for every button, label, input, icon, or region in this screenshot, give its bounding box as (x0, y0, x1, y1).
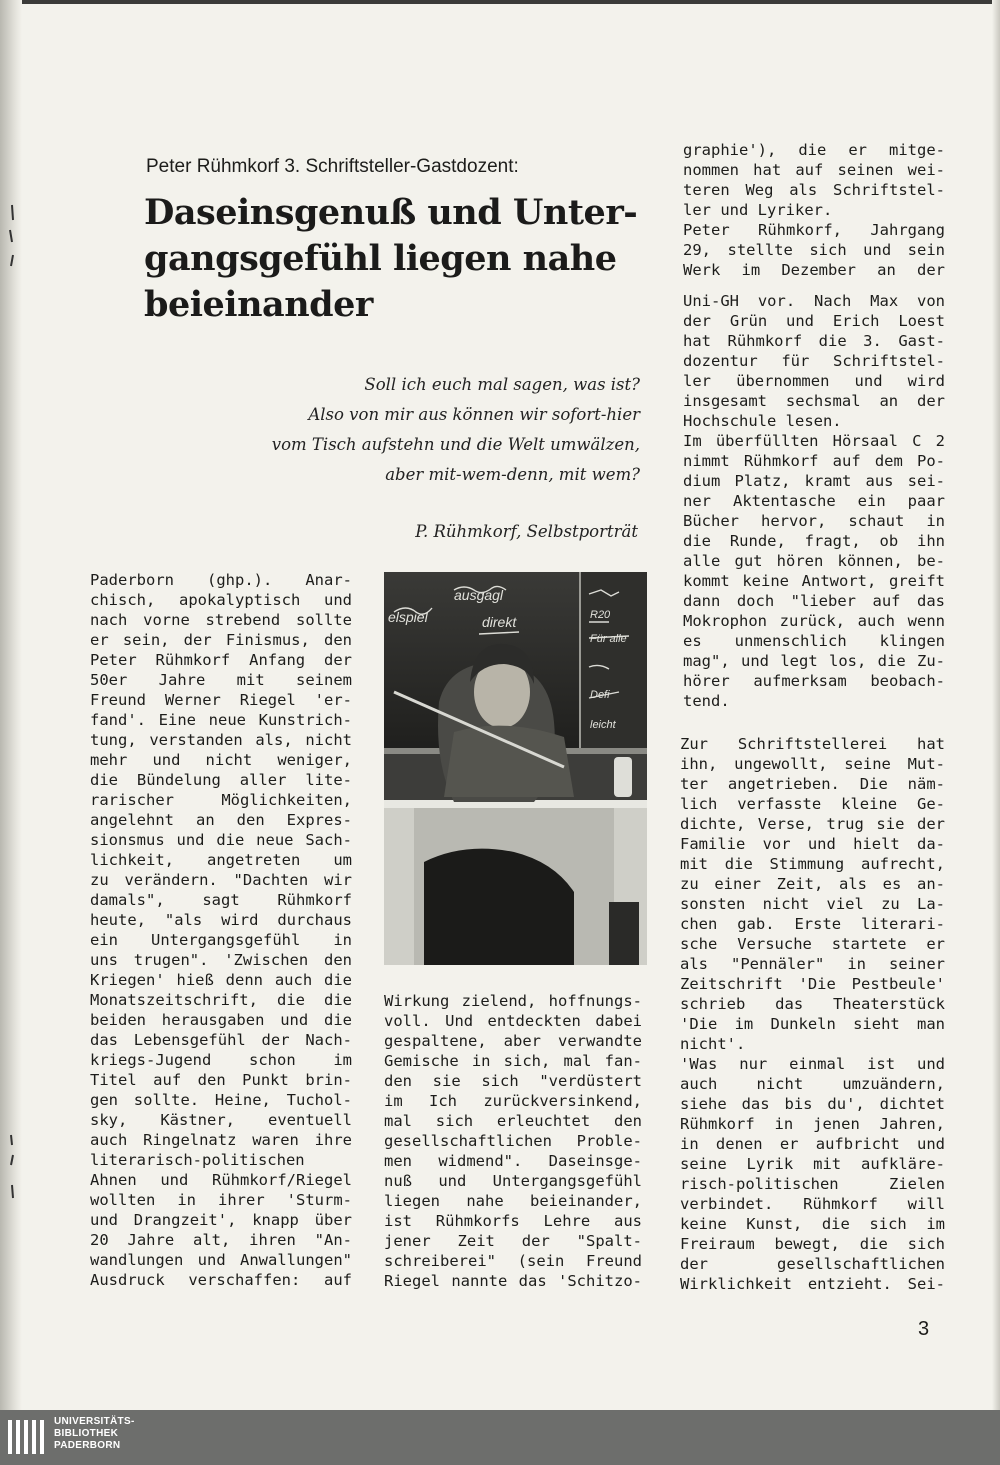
text-line: kriegs-Jugend schon im (90, 1051, 352, 1069)
text-line: gesellschaftlichen Proble- (384, 1132, 642, 1150)
text-line: Werk im Dezember an der (683, 261, 945, 279)
text-line: mag", und legt los, die Zu- (683, 652, 945, 670)
text-line: die Runde, fragt, ob ihn (683, 532, 945, 550)
text-line: mehr und nicht weniger, (90, 751, 352, 769)
text-line: beiden herausgaben und die (90, 1011, 352, 1029)
text-line: 50er Jahre mit seinem (90, 671, 352, 689)
text-line: nicht'. (680, 1035, 746, 1053)
text-line: nach vorne strebend sollte (90, 611, 352, 629)
text-line: nimmt Rühmkorf auf dem Po- (683, 452, 945, 470)
text-line: Zeitschrift 'Die Pestbeule' (680, 975, 945, 993)
headline-line: beieinander (144, 284, 373, 325)
text-line: Mokrophon zurück, auch wenn (683, 612, 945, 630)
text-line: voll. Und entdeckten dabei (384, 1012, 642, 1030)
library-name-line: PADERBORN (54, 1440, 121, 1451)
text-column-right-bottom (680, 734, 945, 1294)
text-line: dozentur für Schriftstel- (683, 352, 945, 370)
library-name-line: UNIVERSITÄTS- (54, 1416, 135, 1427)
text-line: die Bündelung aller lite- (90, 771, 352, 789)
blackboard-word: elspiel (388, 609, 428, 625)
text-line: gen sollte. Heine, Tuchol- (90, 1091, 352, 1109)
text-line: uns trugen". 'Zwischen den (90, 951, 352, 969)
library-footer (0, 1410, 1000, 1465)
text-line: schrieb das Theaterstück (680, 995, 945, 1013)
text-line: als "Pennäler" in seiner (680, 955, 945, 973)
text-line: 'Was nur einmal ist und (680, 1055, 945, 1073)
epigraph-poem (180, 370, 640, 490)
photo-illustration (384, 572, 647, 965)
text-line: rarischer Möglichkeiten, (90, 791, 352, 809)
library-name (54, 1416, 135, 1452)
text-line: Rühmkorf in jenen Jahren, (680, 1115, 945, 1133)
text-column-middle (384, 991, 642, 1291)
text-line: dichte, Verse, trug sie der (680, 815, 945, 833)
text-line: tend. (683, 692, 730, 710)
text-column-right-top (683, 140, 945, 280)
article-headline (144, 190, 644, 328)
poem-line: Soll ich euch mal sagen, was ist? (364, 375, 640, 394)
text-line: sche Versuche startete er (680, 935, 945, 953)
text-line: es unmenschlich klingen (683, 632, 945, 650)
text-line: keine Kunst, die sich im (680, 1215, 945, 1233)
text-line: ist Rühmkorfs Lehre aus (384, 1212, 642, 1230)
blackboard-word: Defi (590, 689, 610, 701)
text-line: dann doch "lieber auf das (683, 592, 945, 610)
text-line: der gesellschaftlichen (680, 1255, 945, 1273)
text-line: Ausdruck verschaffen: auf (90, 1271, 352, 1289)
text-line: 29, stellte sich und sein (683, 241, 945, 259)
text-line: hörer aufmerksam beobach- (683, 672, 945, 690)
text-line: verbindet. Rühmkorf will (680, 1195, 945, 1213)
library-name-line: BIBLIOTHEK (54, 1428, 119, 1439)
blackboard-word: leicht (590, 719, 616, 731)
text-line: Monatszeitschrift, die die (90, 991, 352, 1009)
text-line: Freiraum bewegt, die sich (680, 1235, 945, 1253)
lecture-photo (384, 572, 647, 965)
text-line: tung, verstanden als, nicht (90, 731, 352, 749)
text-line: hat Rühmkorf die 3. Gast- (683, 332, 945, 350)
text-line: Peter Rühmkorf Anfang der (90, 651, 352, 669)
text-line: insgesamt sechsmal an der (683, 392, 945, 410)
text-line: Paderborn (ghp.). Anar- (90, 571, 352, 589)
text-line: im Ich zurückversinkend, (384, 1092, 642, 1110)
text-line: sky, Kästner, eventuell (90, 1111, 352, 1129)
article-kicker: Peter Rühmkorf 3. Schriftsteller-Gastdozent: (146, 156, 519, 177)
text-line: Peter Rühmkorf, Jahrgang (683, 221, 945, 239)
text-line: Hochschule lesen. (683, 412, 842, 430)
text-line: 'Die im Dunkeln sieht man (680, 1015, 945, 1033)
text-line: ler übernommen und wird (683, 372, 945, 390)
text-line: liegen nahe beieinander, (384, 1192, 642, 1210)
poem-credit: P. Rühmkorf, Selbstporträt (415, 522, 638, 541)
text-line: Familie vor und hielt da- (680, 835, 945, 853)
page-number: 3 (918, 1318, 930, 1340)
text-line: kommt keine Antwort, greift (683, 572, 945, 590)
text-line: das Lebensgefühl der Nach- (90, 1031, 352, 1049)
headline-line: gangsgefühl liegen nahe (144, 238, 617, 279)
text-line: fand'. Eine neue Kunstrich- (90, 711, 352, 729)
text-line: Zur Schriftstellerei hat (680, 735, 945, 753)
text-line: heute, "als wird durchaus (90, 911, 352, 929)
text-line: auch nicht umzuändern, (680, 1075, 945, 1093)
library-logo-icon (8, 1418, 50, 1456)
text-column-left (90, 570, 352, 1290)
text-line: lich verfasste kleine Ge- (680, 795, 945, 813)
text-line: Im überfüllten Hörsaal C 2 (683, 432, 945, 450)
text-line: dium Platz, kramt aus sei- (683, 472, 945, 490)
text-line: ihn, ungewollt, seine Mut- (680, 755, 945, 773)
text-line: angelehnt an den Expres- (90, 811, 352, 829)
text-line: und Drangzeit', knapp über (90, 1211, 352, 1229)
text-line: chisch, apokalyptisch und (90, 591, 352, 609)
text-line: ler und Lyriker. (683, 201, 833, 219)
text-line: den sie sich "verdüstert (384, 1072, 642, 1090)
text-column-right-middle (683, 291, 945, 711)
text-line: lichkeit, angetreten um (90, 851, 352, 869)
text-line: Gemische in sich, mal fan- (384, 1052, 642, 1070)
text-line: damals", sagt Rühmkorf (90, 891, 352, 909)
text-line: Riegel nannte das 'Schitzo- (384, 1272, 642, 1290)
text-line: chen gab. Erste literari- (680, 915, 945, 933)
text-line: nuß und Untergangsgefühl (384, 1172, 642, 1190)
text-line: wollten in ihrer 'Sturm- (90, 1191, 352, 1209)
blackboard-word: R20 (590, 609, 611, 621)
poem-line: vom Tisch aufstehn und die Welt umwälzen, (271, 435, 640, 454)
text-line: Wirklichkeit entzieht. Sei- (680, 1275, 945, 1293)
text-line: Wirkung zielend, hoffnungs- (384, 992, 642, 1010)
text-line: Bücher hervor, schaut in (683, 512, 945, 530)
scan-artifact-marks (3, 200, 21, 1200)
text-line: risch-politischen Zielen (680, 1175, 945, 1193)
text-line: in denen er aufbricht und (680, 1135, 945, 1153)
right-edge-shadow (992, 0, 1000, 1410)
text-line: Freund Werner Riegel 'er- (90, 691, 352, 709)
text-line: seine Lyrik mit aufkläre- (680, 1155, 945, 1173)
text-line: schreiberei" (sein Freund (384, 1252, 642, 1270)
top-edge-rule (0, 0, 1000, 4)
text-line: Titel auf den Punkt brin- (90, 1071, 352, 1089)
blackboard-word: Für alle (590, 633, 627, 645)
text-line: literarisch-politischen (90, 1151, 305, 1169)
text-line: mit die Stimmung aufrecht, (680, 855, 945, 873)
blackboard-word: direkt (482, 614, 517, 630)
text-line: zu verändern. "Dachten wir (90, 871, 352, 889)
poem-line: Also von mir aus können wir sofort-hier (308, 405, 640, 424)
text-line: sonsten nicht viel zu La- (680, 895, 945, 913)
text-line: mal sich erleuchtet den (384, 1112, 642, 1130)
text-line: der Grün und Erich Loest (683, 312, 945, 330)
text-line: Kriegen' hieß denn auch die (90, 971, 352, 989)
text-line: jener Zeit der "Spalt- (384, 1232, 642, 1250)
text-line: teren Weg als Schriftstel- (683, 181, 945, 199)
blackboard-word: ausgagl (454, 587, 504, 603)
text-line: sionsmus und die neue Sach- (90, 831, 352, 849)
headline-line: Daseinsgenuß und Unter- (144, 192, 638, 233)
text-line: er sein, der Finismus, den (90, 631, 352, 649)
text-line: ter angetrieben. Die näm- (680, 775, 945, 793)
text-line: men widmend". Daseinsge- (384, 1152, 642, 1170)
text-line: Uni-GH vor. Nach Max von (683, 292, 945, 310)
text-line: ein Untergangsgefühl in (90, 931, 352, 949)
text-line: siehe das bis du', dichtet (680, 1095, 945, 1113)
text-line: ner Aktentasche ein paar (683, 492, 945, 510)
text-line: graphie'), die er mitge- (683, 141, 945, 159)
text-line: alle gut hören können, be- (683, 552, 945, 570)
text-line: auch Ringelnatz waren ihre (90, 1131, 352, 1149)
poem-line: aber mit-wem-denn, mit wem? (385, 465, 640, 484)
text-line: Ahnen und Rühmkorf/Riegel (90, 1171, 352, 1189)
text-line: wandlungen und Anwallungen" (90, 1251, 352, 1269)
text-line: gespaltene, aber verwandte (384, 1032, 642, 1050)
text-line: zu einer Zeit, als es an- (680, 875, 945, 893)
text-line: nommen hat auf seinen wei- (683, 161, 945, 179)
text-line: 20 Jahre alt, ihren "An- (90, 1231, 352, 1249)
